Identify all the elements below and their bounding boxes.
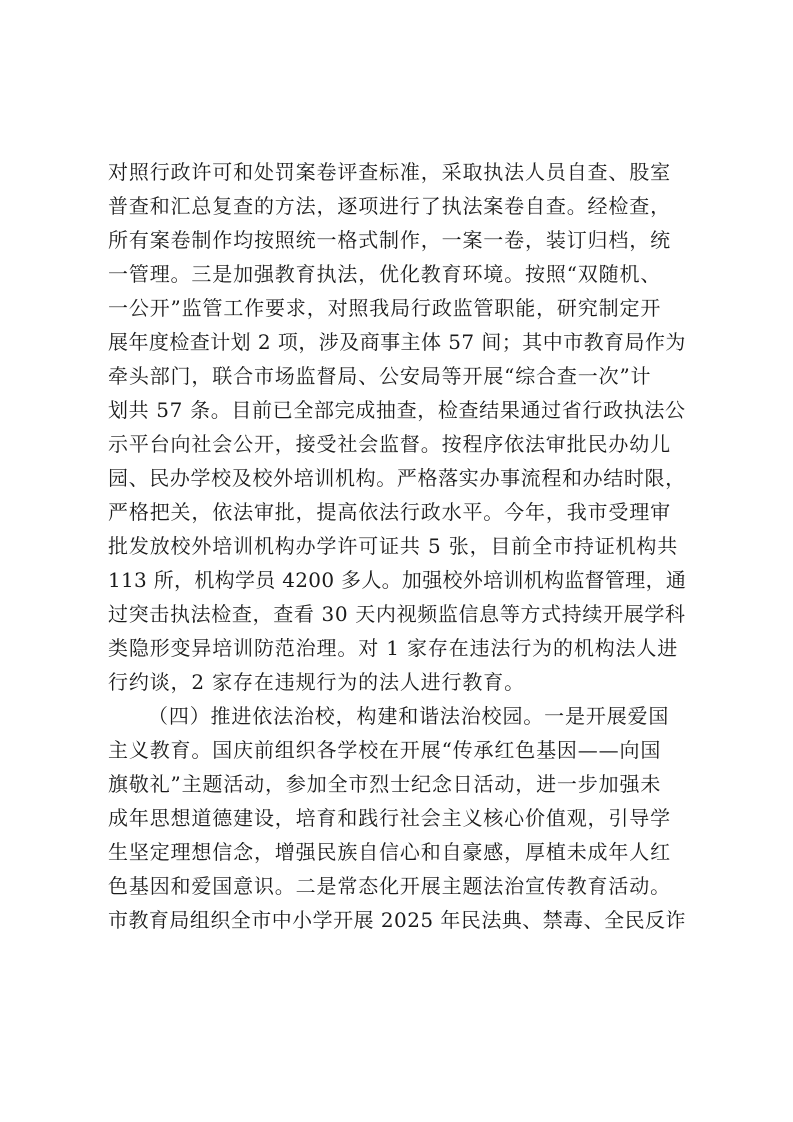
- body-text-line: 一公开”监管工作要求，对照我局行政监管职能，研究制定开: [108, 296, 662, 320]
- body-text-line: 划共 57 条。目前已全部完成抽查，检查结果通过省行政执法公: [108, 398, 686, 422]
- body-text-line: 类隐形变异培训防范治理。对 1 家存在违法行为的机构法人进: [108, 636, 679, 660]
- body-text-line: 示平台向社会公开，接受社会监督。按程序依法审批民办幼儿: [108, 432, 671, 456]
- body-text-line: 对照行政许可和处罚案卷评查标准，采取执法人员自查、股室: [108, 160, 671, 184]
- body-text-line: 主义教育。国庆前组织各学校在开展“传承红色基因——向国: [108, 738, 662, 762]
- section-heading-line: （四）推进依法治校，构建和谐法治校园。一是开展爱国: [148, 704, 670, 728]
- body-text-line: 行约谈，2 家存在违规行为的法人进行教育。: [108, 670, 525, 694]
- body-text-line: 园、民办学校及校外培训机构。严格落实办事流程和办结时限，: [108, 466, 686, 490]
- body-text-line: 旗敬礼”主题活动，参加全市烈士纪念日活动，进一步加强未: [108, 772, 662, 796]
- body-text-line: 牵头部门，联合市场监督局、公安局等开展“综合查一次”计: [108, 364, 652, 388]
- body-text-line: 市教育局组织全市中小学开展 2025 年民法典、禁毒、全民反诈: [108, 908, 686, 932]
- body-text-line: 过突击执法检查，查看 30 天内视频监信息等方式持续开展学科: [108, 602, 686, 626]
- body-text-line: 所有案卷制作均按照统一格式制作，一案一卷，装订归档，统: [108, 228, 671, 252]
- body-text-line: 批发放校外培训机构办学许可证共 5 张，目前全市持证机构共: [108, 534, 679, 558]
- body-text-line: 色基因和爱国意识。二是常态化开展主题法治宣传教育活动。: [108, 874, 671, 898]
- body-text-line: 严格把关，依法审批，提高依法行政水平。今年，我市受理审: [108, 500, 671, 524]
- body-text-line: 成年思想道德建设，培育和践行社会主义核心价值观，引导学: [108, 806, 671, 830]
- body-text-line: 展年度检查计划 2 项，涉及商事主体 57 间；其中市教育局作为: [108, 330, 686, 354]
- body-text-line: 一管理。三是加强教育执法，优化教育环境。按照“双随机、: [108, 262, 662, 286]
- body-text-line: 生坚定理想信念，增强民族自信心和自豪感，厚植未成年人红: [108, 840, 671, 864]
- body-text-line: 113 所，机构学员 4200 多人。加强校外培训机构监督管理，通: [108, 568, 687, 592]
- body-text-line: 普查和汇总复查的方法，逐项进行了执法案卷自查。经检查，: [108, 194, 671, 218]
